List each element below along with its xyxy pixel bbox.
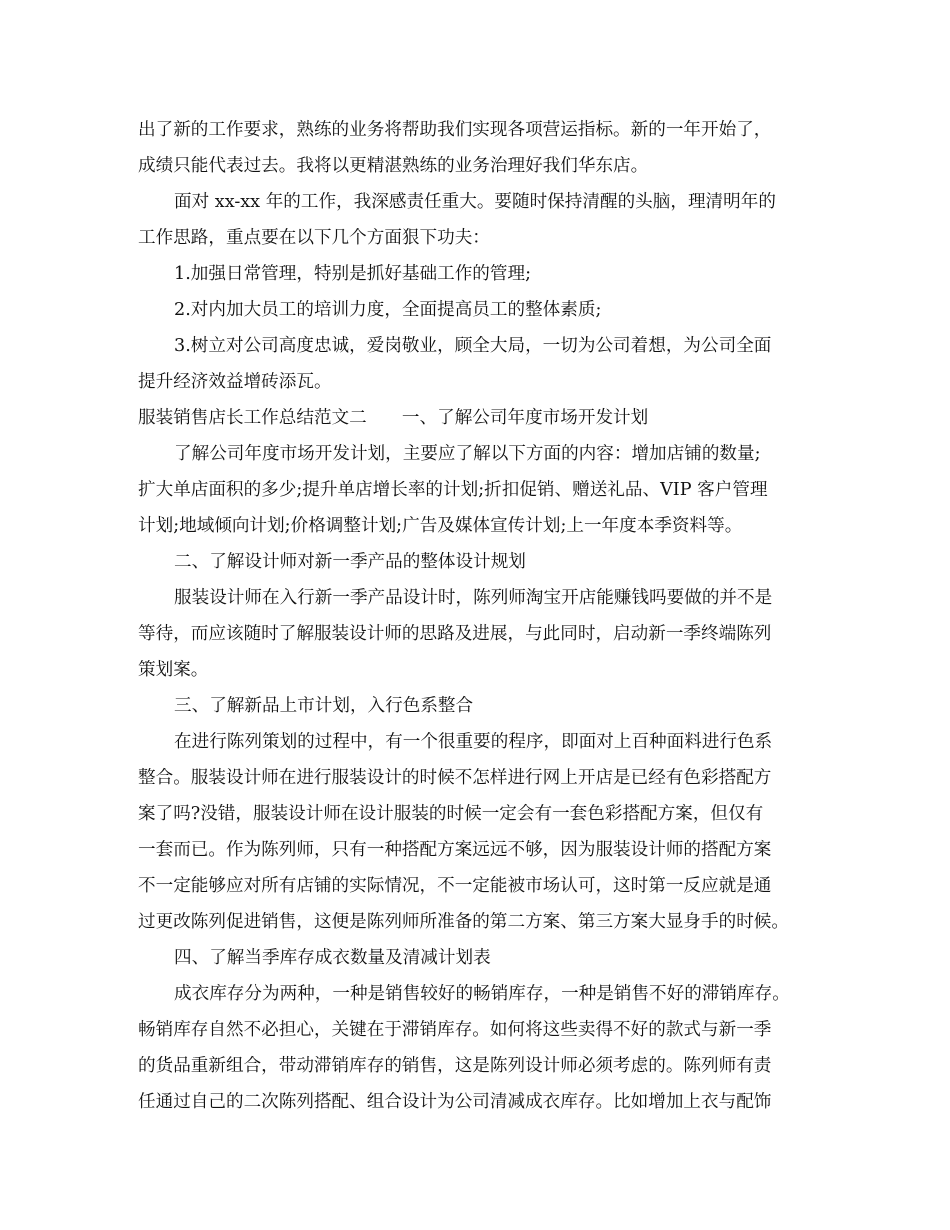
text-line: 了解公司年度市场开发计划，主要应了解以下方面的内容：增加店铺的数量; [174, 444, 761, 464]
text-line: 不一定能够应对所有店铺的实际情况，不一定能被市场认可，这时第一反应就是通 [138, 876, 772, 896]
text-line: 提升经济效益增砖添瓦。 [138, 372, 332, 392]
text-line: 工作思路，重点要在以下几个方面狠下功夫： [138, 228, 490, 248]
list-item: 3.树立对公司高度忠诚，爱岗敬业，顾全大局，一切为公司着想，为公司全面 [174, 336, 772, 356]
text-line: 成衣库存分为两种，一种是销售较好的畅销库存，一种是销售不好的滞销库存。 [174, 984, 790, 1004]
text-line: 出了新的工作要求，熟练的业务将帮助我们实现各项营运指标。新的一年开始了， [138, 120, 772, 140]
text-line: 畅销库存自然不必担心，关键在于滞销库存。如何将这些卖得不好的款式与新一季 [138, 1020, 772, 1040]
text-line: 的货品重新组合，带动滞销库存的销售，这是陈列设计师必须考虑的。陈列师有责 [138, 1056, 772, 1076]
text-line: 计划;地域倾向计划;价格调整计划;广告及媒体宣传计划;上一年度本季资料等。 [138, 516, 743, 536]
text-line: 过更改陈列促进销售，这便是陈列师所准备的第二方案、第三方案大显身手的时候。 [138, 912, 789, 932]
text-line: 任通过自己的二次陈列搭配、组合设计为公司清减成衣库存。比如增加上衣与配饰 [138, 1092, 772, 1112]
text-line: 策划案。 [138, 660, 209, 680]
list-item: 2.对内加大员工的培训力度，全面提高员工的整体素质; [174, 300, 602, 320]
section-title: 服装销售店长工作总结范文二 一、了解公司年度市场开发计划 [138, 408, 649, 428]
text-line: 在进行陈列策划的过程中，有一个很重要的程序，即面对上百种面料进行色系 [174, 732, 773, 752]
section-heading: 三、了解新品上市计划，入行色系整合 [174, 696, 474, 716]
section-heading: 四、了解当季库存成衣数量及清减计划表 [174, 948, 491, 968]
text-line: 成绩只能代表过去。我将以更精湛熟练的业务治理好我们华东店。 [138, 156, 649, 176]
text-line: 整合。服装设计师在进行服装设计的时候不怎样进行网上开店是已经有色彩搭配方 [138, 768, 772, 788]
text-line: 面对 xx-xx 年的工作，我深感责任重大。要随时保持清醒的头脑，理清明年的 [174, 192, 776, 212]
text-line: 案了吗?没错，服装设计师在设计服装的时候一定会有一套色彩搭配方案，但仅有 [138, 804, 764, 824]
text-line: 等待，而应该随时了解服装设计师的思路及进展，与此同时，启动新一季终端陈列 [138, 624, 772, 644]
text-line: 扩大单店面积的多少;提升单店增长率的计划;折扣促销、赠送礼品、VIP 客户管理 [138, 480, 768, 500]
section-heading: 二、了解设计师对新一季产品的整体设计规划 [174, 552, 526, 572]
text-line: 服装设计师在入行新一季产品设计时，陈列师淘宝开店能赚钱吗要做的并不是 [174, 588, 773, 608]
list-item: 1.加强日常管理，特别是抓好基础工作的管理; [174, 264, 531, 284]
text-line: 一套而已。作为陈列师，只有一种搭配方案远远不够，因为服装设计师的搭配方案 [138, 840, 772, 860]
